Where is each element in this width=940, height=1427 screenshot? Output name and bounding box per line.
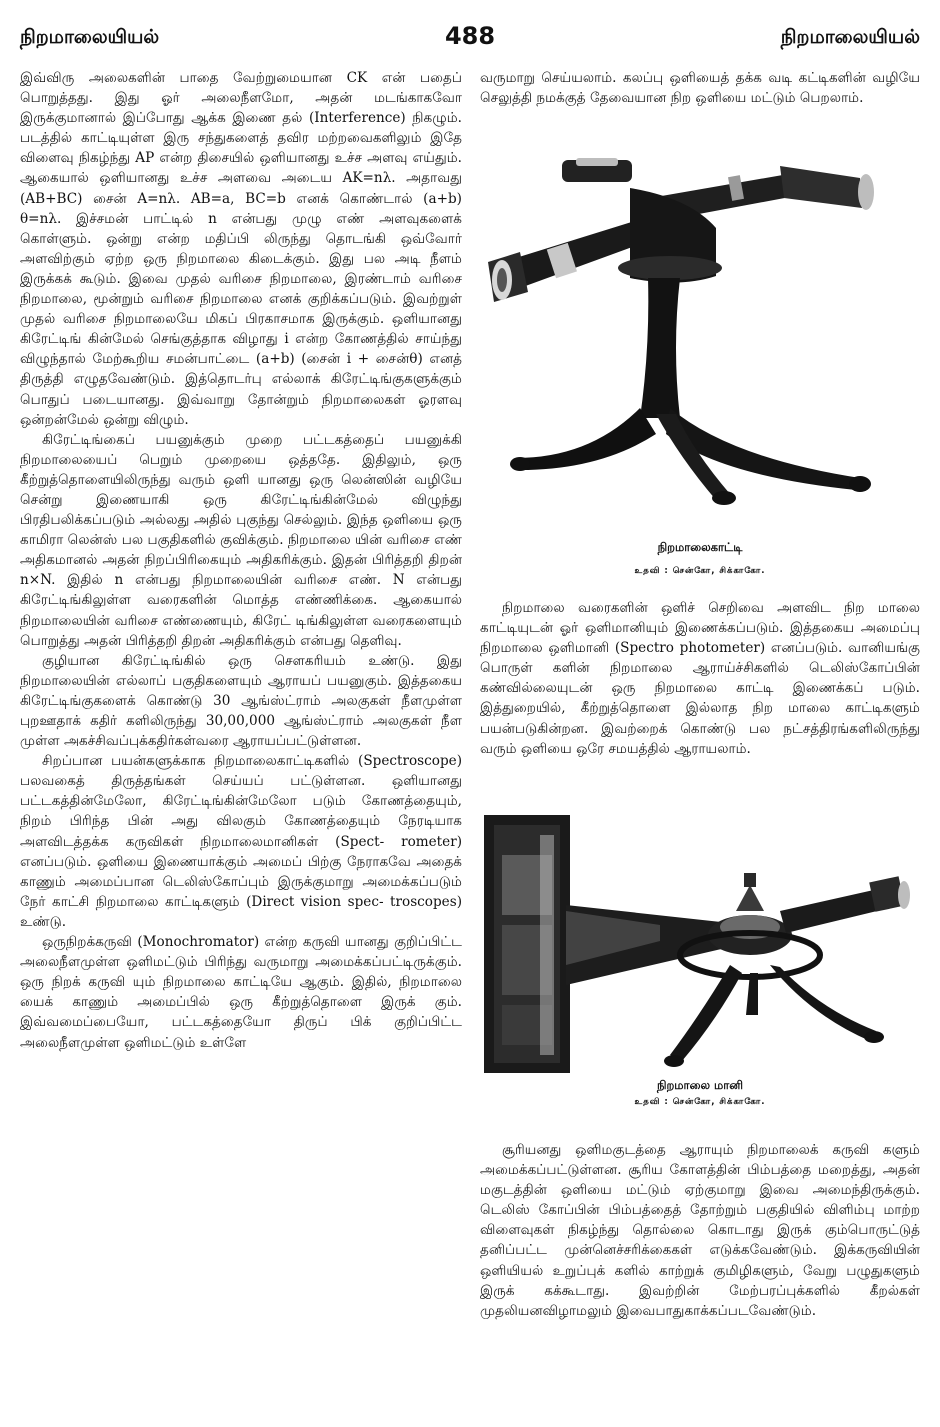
- figure2-credit: உதவி : சென்கோ, சிக்காகோ.: [634, 1097, 766, 1107]
- paragraph-filters: வருமாறு செய்யலாம். கலப்பு ஒளியைத் தக்க வடி கட்டிகளின் வழியே செலுத்தி நமக்குத் தேவையான நிற ஒளியை மட்டும் பெறலாம்.: [480, 70, 920, 107]
- figure2-caption: நிறமாலை மானி: [656, 1078, 744, 1092]
- right-top-paragraph: [480, 68, 920, 108]
- figure1-caption: நிறமாலைகாட்டி: [657, 540, 743, 554]
- paragraph-spectroscope: சிறப்பான பயன்களுக்காக நிறமாலைகாட்டிகளில் (Spectroscope) பலவகைத் திருத்தங்கள் செய்யப் பட்டுள்ளன. ஒளியானது பட்டகத்தின்மேலோ, கிரேட்டிங்கின்மேலோ படும் கோணத்தையும், நிறம் பிரிந்த பின் அது விலகும் கோணத்தையும் நேரடியாக அளவிடத்தக்க கருவிகள் நிறமாலைமானிகள் (Spect- rometer) எனப்படும். ஒளியை இணையாக்கும் அமைப் பிற்கு நேராகவே அதைக் காணும் அமைப்பான டெலிஸ்கோப்பும் இருக்குமாறு அமைக்கப்படும் நேர் காட்சி நிறமாலை காட்டிகளும் (Direct vision spec- troscopes) உண்டு.: [20, 753, 462, 930]
- right-bottom-paragraph: [480, 1140, 920, 1420]
- paragraph-monochromator: ஒருநிறக்கருவி (Monochromator) என்ற கருவி யானது குறிப்பிட்ட அலைநீளமுள்ள ஒளிமட்டும் பிரிந்து வருமாறு அமைக்கப்பட்டிருக்கும். ஒரு நிறக் கருவி யும் நிறமாலை காட்டியே ஆகும். இதில், நிறமாலை யைக் காணும் அமைப்பில் ஒரு கீற்றுத்தொளை இருக் கும். இவ்வமைப்பையோ, பட்டகத்தையோ திருப் பிக் குறிப்பிட்ட அலைநீளமுள்ள ஒளிமட்டும் உள்ளே: [20, 934, 462, 1051]
- page-number: 488: [444, 22, 496, 50]
- paragraph-grating-use: கிரேட்டிங்கைப் பயனுக்கும் முறை பட்டகத்தைப் பயனுக்கி நிறமாலையைப் பெறும் முறையை ஒத்ததே. இதிலும், ஒரு கீற்றுத்தொளையிலிருந்து வரும் ஒளி யானது ஒரு லென்ஸின் வழியே சென்று இணையாகி ஒரு கிரேட்டிங்கின்மேல் விழுந்து பிரதிபலிக்கப்படும் அல்லது அதில் புகுந்து செல்லும். இந்த ஒளியை ஒரு காமிரா லென்ஸ் பல பகுதிகளில் குவிக்கும். நிறமாலை யின் வரிசை எண் அதிகமானல் அதன் நிறப்பிரிகையும் அதிகரிக்கும். இதன் பிரித்தறி திறன் n×N. இதில் n என்பது நிறமாலையின் வரிசை எண். N என்பது கிரேட்டிங்கிலுள்ள வரைகளின் மொத்த எண்ணிக்கை. ஆகையால் நிறமாலையின் வரிசை எண்ணையும், கிரேட் டிங்கிலுள்ள வரைகளையும் பொறுத்து அதன் பிரித்தறி திறன் அதிகரிக்கும் என்பது தெளிவு.: [20, 431, 462, 649]
- paragraph-concave-grating: குழியான கிரேட்டிங்கில் ஒரு சௌகரியம் உண்டு. இது நிறமாலையின் எல்லாப் பகுதிகளையும் ஆராயப் பயனுகும். இத்தகைய கிரேட்டிங்குகளைக் கொண்டு 30 ஆங்ஸ்ட்ராம் அலகுகள் நீளமுள்ள புறஊதாக் கதிர் களிலிருந்து 30,00,000 ஆங்ஸ்ட்ராம் அலகுகள் நீள முள்ள அகச்சிவப்புக்கதிர்கள்வரை ஆராயப்பட்டுள்ளன.: [20, 652, 462, 750]
- figure1-credit: உதவி : சென்கோ, சிக்காகோ.: [634, 566, 766, 576]
- right-middle-paragraph: [480, 598, 920, 759]
- spectrometer-figure: [480, 815, 920, 1073]
- paragraph-corona-instruments: சூரியனது ஒளிமகுடத்தை ஆராயும் நிறமாலைக் கருவி களும் அமைக்கப்பட்டுள்ளன. சூரிய கோளத்தின் பிம்பத்தை மறைத்து, அதன் மகுடத்தின் ஒளியை மட்டும் ஏற்குமாறு இவை அமைந்திருக்கும். டெலிஸ் கோப்பின் பிம்பத்தைத் தோற்றும் பகுதியில் விளிம்பு மாற்ற விளைவுகள் நிகழ்ந்து தொல்லை கொடாது இருக் கும்பொருட்டுத் தனிப்பட்ட முன்னெச்சரிக்கைகள் எடுக்கவேண்டும். இக்கருவியின் ஒளியியல் உறுப்புக் களில் காற்றுக் குமிழிகளும், வேறு பழுதுகளும் இருக் கக்கூடாது. இவற்றின் மேற்பரப்புக்களில் கீறல்கள் முதலியனவிழாமலும் இவைபாதுகாக்கப்படவேண்டும்.: [480, 1142, 920, 1319]
- paragraph-interference: இவ்விரு அலைகளின் பாதை வேற்றுமையான CK என் பதைப் பொறுத்தது. இது ஓர் அலைநீளமோ, அதன் மடங்காகவோ இருக்குமானால் இப்போது ஆக்க இணை தல் (Interference) நிகழும். படத்தில் காட்டியுள்ள இரு சந்துகளைத் தவிர மற்றவைகளிலும் இதே விளைவு நிகழ்ந்து AP என்ற திசையில் ஒளியானது உச்ச அளவு எய்தும். ஆகையால் ஒளியானது உச்ச அளவை அடைய AK=nλ. அதாவது (AB+BC) சைன் A=nλ. AB=a, BC=b எனக் கொண்டால் (a+b) θ=nλ. இச்சமன் பாட்டில் n என்பது முழு எண் அளவுகளைக் கொள்ளும். ஒன்று என்ற மதிப்பி லிருந்து தொடங்கி ஒவ்வோர் அளவிற்கும் ஏற்ற ஒரு நிறமாலை கிடைக்கும். இது பல அடி நீளம் இருக்கக் கூடும். இவை முதல் வரிசை நிறமாலை, இரண்டாம் வரிசை நிறமாலை, மூன்றும் வரிசை நிறமாலை எனக் குறிக்கப்படும். இவற்றுள் முதல் வரிசை நிறமாலையே மிகப் பிரகாசமாக இருக்கும். ஒளியானது கிரேட்டிங் கின்மேல் செங்குத்தாக விழாது i என்ற கோணத்தில் சாய்ந்து விழுந்தால் மேற்கூறிய சமன்பாட்டை (a+b) (சைன் i + சைன்θ) எனத் திருத்தி எழுதவேண்டும். இத்தொடர்பு எல்லாக் கிரேட்டிங்குகளுக்கும் பொதுப் படையானது. இவ்வாறு தோன்றும் நிறமாலைகள் ஓரளவு ஒன்றன்மேல் ஒன்று விழும்.: [20, 70, 462, 428]
- paragraph-spectrophotometer: நிறமாலை வரைகளின் ஒளிச் செறிவை அளவிட நிற மாலை காட்டியுடன் ஓர் ஒளிமானியும் இணைக்கப்படும். இத்தகைய அமைப்பு நிறமாலை ஒளிமானி (Spectro photometer) எனப்படும். வானியங்கு பொருள் களின் நிறமாலை ஆராய்ச்சிகளில் டெலிஸ்கோப்பின் கண்வில்லையுடன் ஒரு நிறமாலை காட்டி இணைக்கப் படும். இத்துறையில், கீற்றுத்தொளை இல்லாத நிற மாலை காட்டிகளும் பயன்படுகின்றன. இவற்றைக் கொண்டு பல நட்சத்திரங்களிலிருந்து வரும் ஒளியை ஒரே சமயத்தில் ஆராயலாம்.: [480, 600, 920, 757]
- running-header-right: நிறமாலையியல்: [780, 26, 920, 48]
- spectroscope-figure: [480, 158, 920, 530]
- running-header-left: நிறமாலையியல்: [20, 26, 160, 48]
- left-column: [20, 68, 462, 1408]
